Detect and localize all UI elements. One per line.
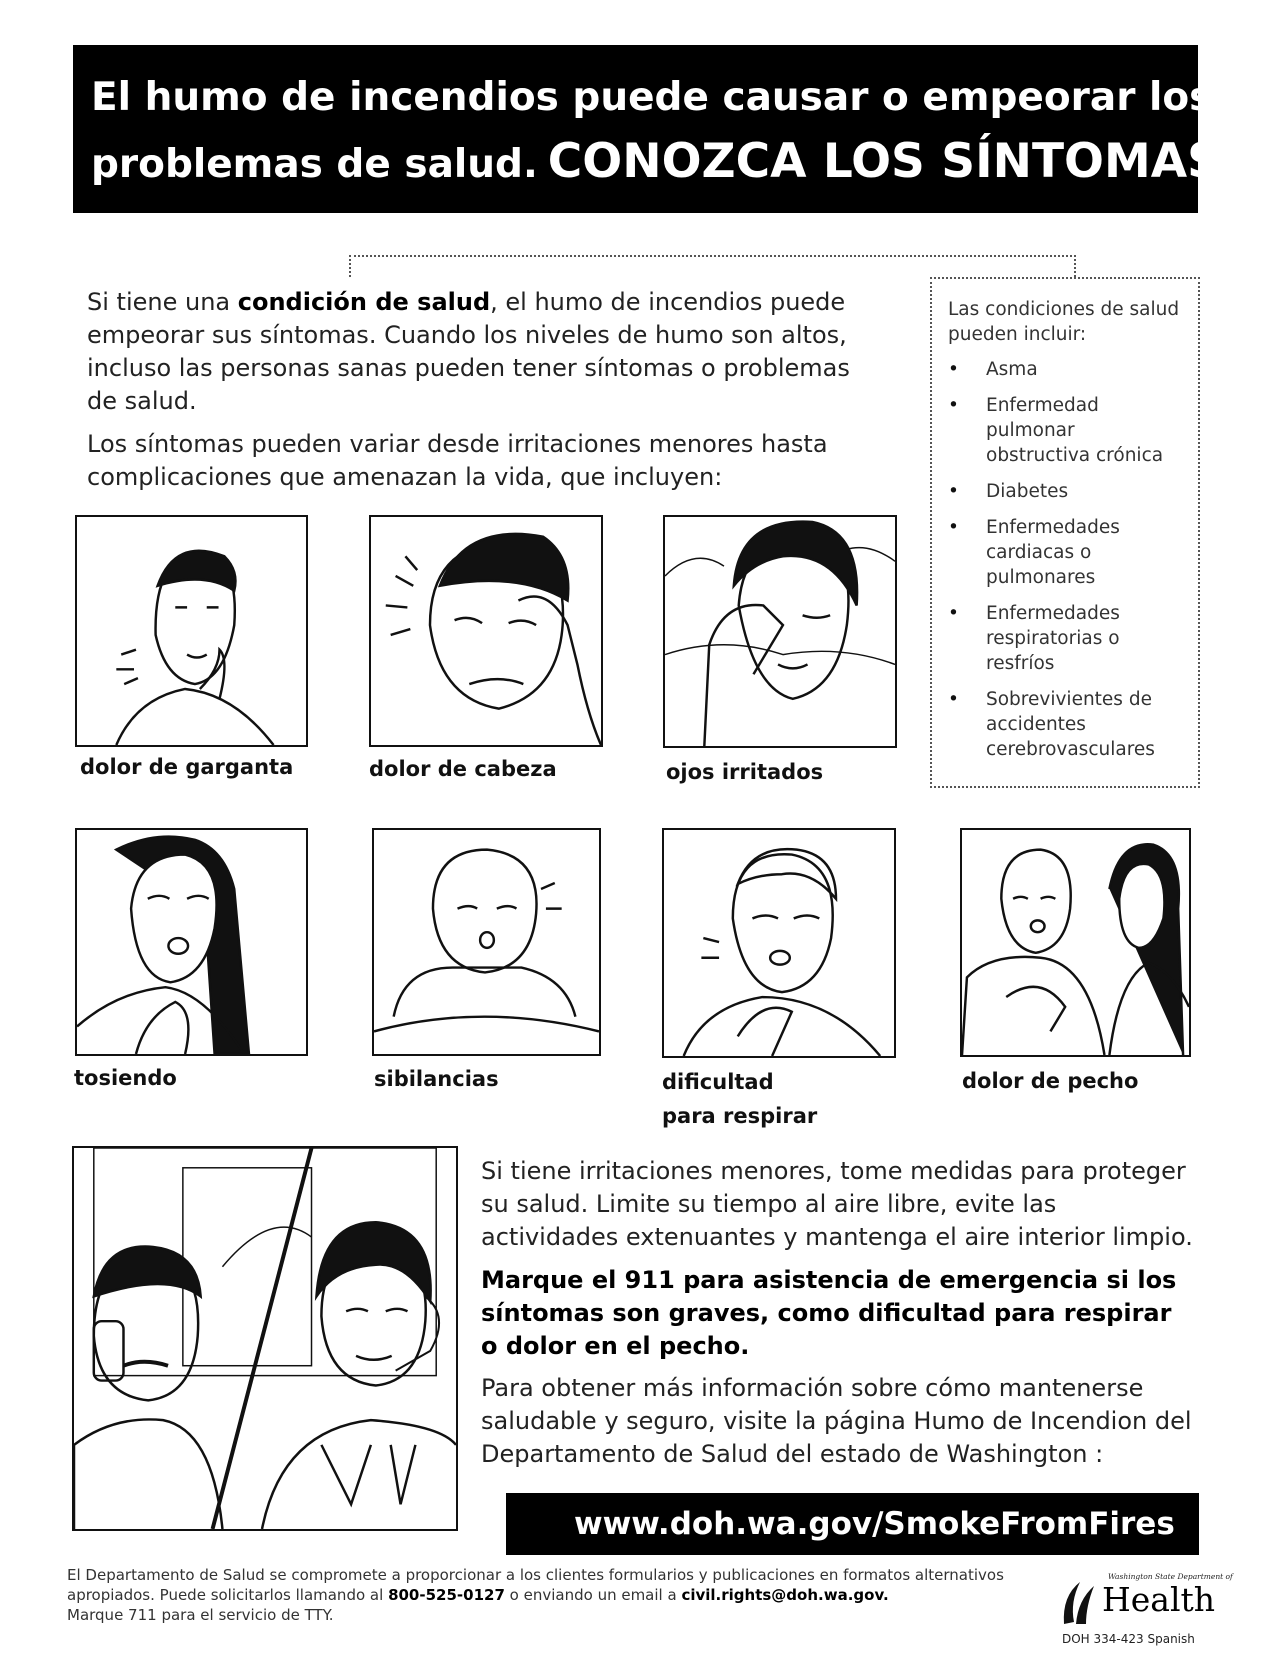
emergency-911-text: Marque el 911 para asistencia de emergencia si los síntomas son graves, como dificultad para respirar o dolor en el pecho. [481, 1266, 1177, 1360]
condition-item: • Enfermedades cardiacas o pulmonares [948, 515, 1184, 590]
headache-illustration [369, 515, 603, 747]
wheezing-baby-illustration [372, 828, 601, 1056]
intro-paragraph-2: Los síntomas pueden variar desde irritaciones menores hasta complicaciones que amenazan la vida, que incluyen: [87, 430, 828, 491]
conditions-list [948, 357, 1184, 762]
logo-department: Washington State Department of [1108, 1572, 1233, 1581]
caption-wheezing: sibilancias [374, 1067, 499, 1091]
footer-text-3: Marque 711 para el servicio de TTY. [67, 1606, 334, 1624]
header-banner [73, 45, 1239, 213]
header-line-2 [91, 129, 1239, 198]
condition-item: • Sobrevivientes de accidentes cerebrovasculares [948, 687, 1184, 762]
caption-chest-pain: dolor de pecho [962, 1069, 1139, 1093]
advice-paragraph-1: Si tiene irritaciones menores, tome medidas para proteger su salud. Limite su tiempo al aire libre, evite las actividades extenuantes y mantenga el aire interior limpio. [481, 1157, 1193, 1251]
advice-paragraph-2 [481, 1264, 1193, 1363]
caption-irritated-eyes: ojos irritados [666, 760, 824, 784]
document-code: DOH 334-423 Spanish [1062, 1632, 1195, 1646]
caption-difficulty-line-2: para respirar [662, 1104, 818, 1128]
header-know-symptoms: CONOZCA LOS SÍNTOMAS. [547, 134, 1239, 189]
website-url[interactable]: www.doh.wa.gov/SmokeFromFires [506, 1493, 1199, 1555]
footer-email: civil.rights@doh.wa.gov. [681, 1586, 889, 1604]
intro-p1-after: , el humo de incendios puede empeorar sus síntomas. Cuando los niveles de humo son altos, incluso las personas sanas pueden tener síntomas o problemas de salud. [87, 288, 850, 415]
doh-logo [1058, 1572, 1233, 1652]
condition-item: • Diabetes [948, 479, 1184, 504]
header-line-2-text: problemas de salud. [91, 142, 538, 187]
header-line-1: El humo de incendios puede causar o empeorar los [91, 75, 1213, 120]
sore-throat-illustration [75, 515, 308, 747]
footer-text-2: o enviando un email a [509, 1586, 677, 1604]
conditions-box [930, 277, 1200, 788]
coughing-illustration [75, 828, 308, 1056]
logo-health: Health [1102, 1580, 1216, 1619]
caption-coughing: tosiendo [74, 1066, 177, 1090]
condition-item: • Enfermedades respiratorias o resfríos [948, 601, 1184, 676]
intro-paragraph-1 [87, 286, 867, 418]
intro-p1-bold: condición de salud [237, 288, 491, 316]
chest-pain-illustration [960, 828, 1191, 1057]
dotted-connector [349, 255, 1076, 277]
emergency-call-illustration [72, 1146, 458, 1531]
conditions-title: Las condiciones de salud pueden incluir: [948, 299, 1180, 345]
health-swoosh-icon [1058, 1576, 1102, 1628]
footer-phone: 800-525-0127 [388, 1586, 505, 1604]
irritated-eyes-illustration [663, 515, 897, 748]
difficulty-breathing-illustration [662, 828, 896, 1058]
condition-item: • Enfermedad pulmonar obstructiva crónica [948, 393, 1184, 468]
footer-notice [67, 1565, 1027, 1625]
caption-sore-throat: dolor de garganta [80, 755, 294, 779]
advice-paragraph-3: Para obtener más información sobre cómo mantenerse saludable y seguro, visite la página Humo de Incendion del Departamento de Salud del estado de Washington : [481, 1374, 1192, 1468]
caption-difficulty-line-1: dificultad [662, 1070, 774, 1094]
footer-text-1: El Departamento de Salud se compromete a proporcionar a los clientes formularios y publicaciones en formatos alternativos apropiados. Puede solicitarlos llamando al [67, 1566, 1004, 1604]
condition-item: • Asma [948, 357, 1184, 382]
intro-p1-before: Si tiene una [87, 288, 231, 316]
caption-headache: dolor de cabeza [369, 757, 557, 781]
